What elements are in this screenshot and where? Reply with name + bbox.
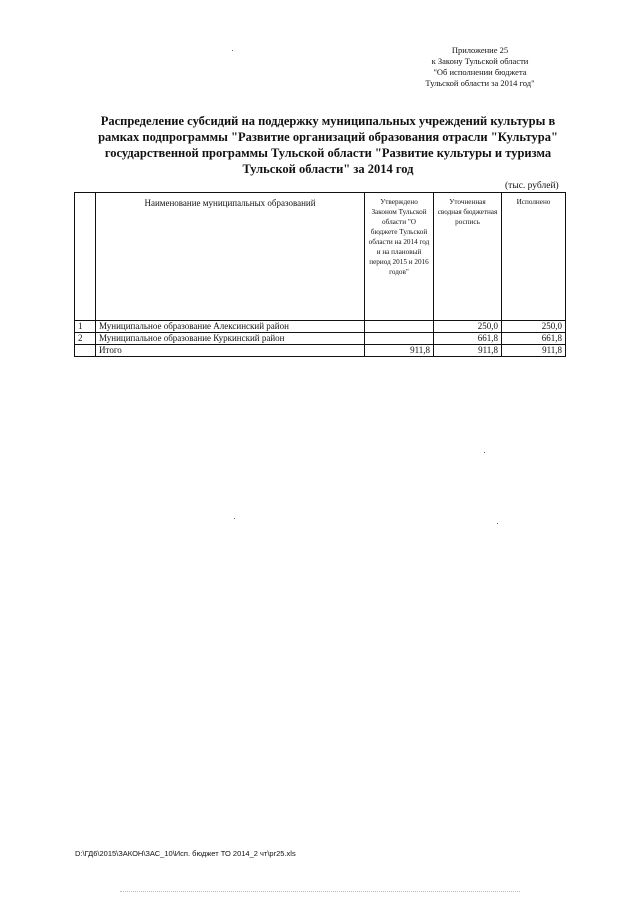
total-num xyxy=(75,345,96,357)
row-refined: 661,8 xyxy=(434,333,502,345)
scan-artifact-line xyxy=(120,891,520,892)
row-approved xyxy=(365,321,434,333)
header-approved: Утверждено Законом Тульской области "О бюджете Тульской области на 2014 год и на плановый период 2015 и 2016 годов" xyxy=(365,193,434,321)
title-line: рамках подпрограммы "Развитие организаций образования отрасли "Культура" xyxy=(98,130,558,144)
title-line: Распределение субсидий на поддержку муниципальных учреждений культуры в xyxy=(100,114,556,128)
table-row xyxy=(75,321,566,333)
scan-speck xyxy=(232,50,233,51)
row-executed: 661,8 xyxy=(502,333,566,345)
appendix-line: Тульской области за 2014 год" xyxy=(425,78,535,88)
table-header-row xyxy=(75,193,566,321)
total-approved: 911,8 xyxy=(365,345,434,357)
header-name: Наименование муниципальных образований xyxy=(96,193,365,321)
table-row xyxy=(75,333,566,345)
total-refined: 911,8 xyxy=(434,345,502,357)
appendix-line: Приложение 25 xyxy=(451,45,509,55)
unit-label: (тыс. рублей) xyxy=(505,181,559,191)
subsidy-table xyxy=(74,192,566,357)
document-title xyxy=(78,113,578,177)
row-refined: 250,0 xyxy=(434,321,502,333)
header-executed: Исполнено xyxy=(502,193,566,321)
row-num: 2 xyxy=(75,333,96,345)
title-line: Тульской области" за 2014 год xyxy=(242,162,414,176)
row-name: Муниципальное образование Алексинский район xyxy=(96,321,365,333)
row-name: Муниципальное образование Куркинский район xyxy=(96,333,365,345)
row-executed: 250,0 xyxy=(502,321,566,333)
header-num xyxy=(75,193,96,321)
row-num: 1 xyxy=(75,321,96,333)
file-path: D:\ГД6\2015\ЗАКОН\ЗАС_10\Исп. бюджет ТО 2014_2 чт\pr25.xls xyxy=(75,849,296,858)
scan-speck xyxy=(234,518,235,519)
total-executed: 911,8 xyxy=(502,345,566,357)
header-refined: Уточненная сводная бюджетная роспись xyxy=(434,193,502,321)
table-total-row xyxy=(75,345,566,357)
scan-speck xyxy=(497,523,498,524)
appendix-line: "Об исполнении бюджета xyxy=(433,67,527,77)
title-line: государственной программы Тульской области "Развитие культуры и туризма xyxy=(104,146,552,160)
appendix-note xyxy=(405,45,555,89)
appendix-line: к Закону Тульской области xyxy=(431,56,529,66)
scan-speck xyxy=(484,452,485,453)
total-label: Итого xyxy=(96,345,365,357)
row-approved xyxy=(365,333,434,345)
